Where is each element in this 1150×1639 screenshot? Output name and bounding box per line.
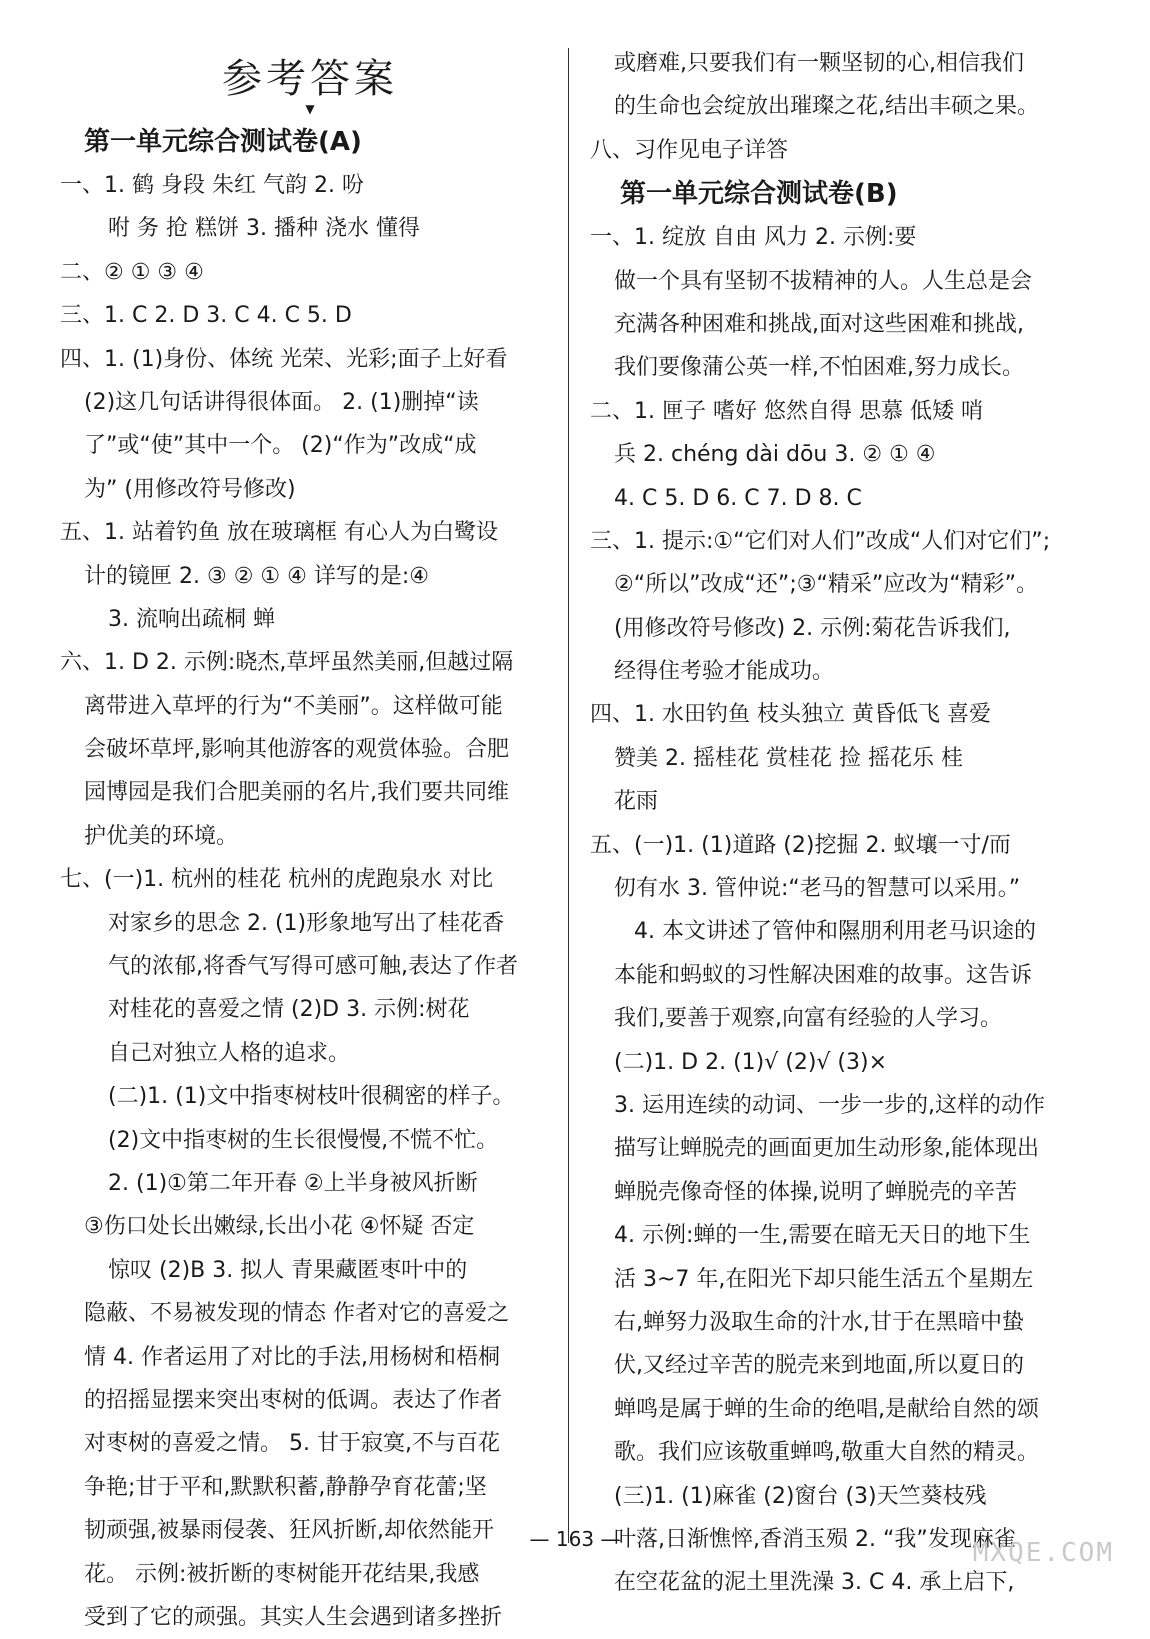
answer-line: 为” (用修改符号修改)	[84, 476, 296, 502]
answer-line: 右,蝉努力汲取生命的汁水,甘于在黑暗中蛰	[614, 1309, 1024, 1335]
answer-line: (二)1. (1)文中指枣树枝叶很稠密的样子。	[108, 1084, 515, 1110]
page-number: — 163 —	[529, 1527, 621, 1551]
watermark: MXQE.COM	[972, 1538, 1114, 1568]
answer-line: 对桂花的喜爱之情 (2)D 3. 示例:树花	[108, 997, 470, 1023]
answer-line: 争艳;甘于平和,默默积蓄,静静孕育花蕾;坚	[84, 1474, 487, 1500]
answer-line: 或磨难,只要我们有一颗坚韧的心,相信我们	[614, 51, 1024, 76]
answer-line: 受到了它的顽强。其实人生会遇到诸多挫折	[84, 1604, 503, 1630]
answer-line: 一、1. 绽放 自由 风力 2. 示例:要	[590, 225, 917, 251]
answer-line: 隐蔽、不易被发现的情态 作者对它的喜爱之	[84, 1301, 509, 1327]
answer-line: 三、1. 提示:①“它们对人们”改成“人们对它们”;	[590, 528, 1051, 554]
answer-line: 护优美的环境。	[84, 823, 239, 849]
answer-line: 的生命也会绽放出璀璨之花,结出丰硕之果。	[614, 94, 1039, 120]
answer-line: 赞美 2. 摇桂花 赏桂花 捡 摇花乐 桂	[614, 745, 963, 771]
section-title-a: 第一单元综合测试卷(A)	[84, 127, 362, 157]
answer-line: 离带进入草坪的行为“不美丽”。这样做可能	[84, 693, 503, 719]
answer-line: 会破坏草坪,影响其他游客的观赏体验。合肥	[84, 737, 509, 763]
answer-line: 五、1. 站着钓鱼 放在玻璃框 有心人为白鹭设	[60, 520, 498, 546]
answer-line: 充满各种困难和挑战,面对这些困难和挑战,	[614, 311, 1024, 337]
answer-line: 蝉鸣是属于蝉的生命的绝唱,是献给自然的颂	[614, 1396, 1039, 1422]
answer-line: 蝉脱壳像奇怪的体操,说明了蝉脱壳的辛苦	[614, 1179, 1017, 1205]
answer-line: (三)1. (1)麻雀 (2)窗台 (3)天竺葵枝残	[614, 1483, 987, 1509]
answer-line: (2)文中指枣树的生长很慢慢,不慌不忙。	[108, 1127, 499, 1153]
answer-line: 四、1. 水田钓鱼 枝头独立 黄昏低飞 喜爱	[590, 702, 991, 728]
answer-line: 对枣树的喜爱之情。 5. 甘于寂寞,不与百花	[84, 1431, 500, 1457]
answer-line: 气的浓郁,将香气写得可感可触,表达了作者	[108, 954, 518, 980]
answer-line: 歌。我们应该敬重蝉鸣,敬重大自然的精灵。	[614, 1440, 1039, 1466]
answer-line: 3. 运用连续的动词、一步一步的,这样的动作	[614, 1092, 1045, 1118]
answer-line: (二)1. D 2. (1)√ (2)√ (3)×	[614, 1049, 888, 1075]
answer-line: 咐 务 抢 糕饼 3. 播种 浇水 懂得	[108, 216, 420, 242]
right-column	[590, 42, 1100, 1605]
answer-line: (2)这几句话讲得很体面。 2. (1)删掉“读	[84, 389, 479, 415]
answer-line: ②“所以”改成“还”;③“精采”应改为“精彩”。	[614, 572, 1039, 598]
answer-line: 叶落,日渐憔悴,香消玉殒 2. “我”发现麻雀	[614, 1526, 1016, 1552]
answer-line: 活 3~7 年,在阳光下却只能生活五个星期左	[614, 1266, 1034, 1292]
answer-line: 园博园是我们合肥美丽的名片,我们要共同维	[84, 780, 509, 806]
answer-line: 二、1. 匣子 嗜好 悠然自得 思慕 低矮 哨	[590, 398, 983, 424]
answer-line: 三、1. C 2. D 3. C 4. C 5. D	[60, 303, 352, 329]
answer-line: 花雨	[614, 789, 659, 815]
answer-line: 仞有水 3. 管仲说:“老马的智慧可以采用。”	[614, 876, 1021, 902]
answer-line: 我们,要善于观察,向富有经验的人学习。	[614, 1006, 1002, 1032]
answer-line: 韧顽强,被暴雨侵袭、狂风折断,却依然能开	[84, 1518, 494, 1544]
answer-line: 八、习作见电子详答	[590, 137, 789, 163]
answer-line: 对家乡的思念 2. (1)形象地写出了桂花香	[108, 910, 505, 936]
answer-line: 四、1. (1)身份、体统 光荣、光彩;面子上好看	[60, 346, 508, 372]
answer-line: ③伤口处长出嫩绿,长出小花 ④怀疑 否定	[84, 1214, 475, 1240]
title-arrow-icon: ▼	[305, 102, 315, 116]
answer-line: 惊叹 (2)B 3. 拟人 青果藏匿枣叶中的	[108, 1257, 468, 1283]
answer-line: (用修改符号修改) 2. 示例:菊花告诉我们,	[614, 615, 1011, 641]
answer-line: 情 4. 作者运用了对比的手法,用杨树和梧桐	[84, 1344, 500, 1370]
answer-line: 计的镜匣 2. ③ ② ① ④ 详写的是:④	[84, 563, 429, 589]
answer-line: 在空花盆的泥土里洗澡 3. C 4. 承上启下,	[614, 1570, 1015, 1596]
section-title-b: 第一单元综合测试卷(B)	[620, 179, 898, 210]
answer-line: 4. 示例:蝉的一生,需要在暗无天日的地下生	[614, 1223, 1031, 1249]
answer-line: 2. (1)①第二年开春 ②上半身被风折断	[108, 1170, 478, 1196]
answer-line: 描写让蝉脱壳的画面更加生动形象,能体现出	[614, 1136, 1039, 1162]
answer-line: 自己对独立人格的追求。	[108, 1040, 351, 1066]
answer-line: 花。 示例:被折断的枣树能开花结果,我感	[84, 1561, 480, 1587]
answer-line: 七、(一)1. 杭州的桂花 杭州的虎跑泉水 对比	[60, 867, 494, 893]
answer-line: 一、1. 鹤 身段 朱红 气韵 2. 吩	[60, 173, 364, 198]
answer-line: 4. C 5. D 6. C 7. D 8. C	[614, 485, 862, 511]
answer-line: 4. 本文讲述了管仲和隰朋利用老马识途的	[634, 919, 1036, 945]
answer-line: 本能和蚂蚁的习性解决困难的故事。这告诉	[614, 962, 1033, 988]
left-column	[60, 42, 560, 1639]
answer-line: 五、(一)1. (1)道路 (2)挖掘 2. 蚁壤一寸/而	[590, 832, 1011, 858]
answer-line: 伏,又经过辛苦的脱壳来到地面,所以夏日的	[614, 1353, 1024, 1379]
answer-line: 六、1. D 2. 示例:晓杰,草坪虽然美丽,但越过隔	[60, 650, 514, 676]
answer-line: 我们要像蒲公英一样,不怕困难,努力成长。	[614, 355, 1024, 381]
answer-line: 经得住考验才能成功。	[614, 659, 835, 685]
answer-line: 兵 2. chéng dài dōu 3. ② ① ④	[614, 442, 936, 468]
answer-line: 3. 流响出疏桐 蝉	[108, 606, 275, 632]
answer-line: 了”或“使”其中一个。 (2)“作为”改成“成	[84, 433, 477, 459]
answer-line: 的招摇显摆来突出枣树的低调。表达了作者	[84, 1387, 503, 1413]
answer-line: 做一个具有坚韧不拔精神的人。人生总是会	[614, 268, 1033, 294]
column-divider	[568, 48, 569, 1543]
page-title: 参考答案	[222, 56, 398, 102]
answer-line: 二、② ① ③ ④	[60, 259, 204, 285]
